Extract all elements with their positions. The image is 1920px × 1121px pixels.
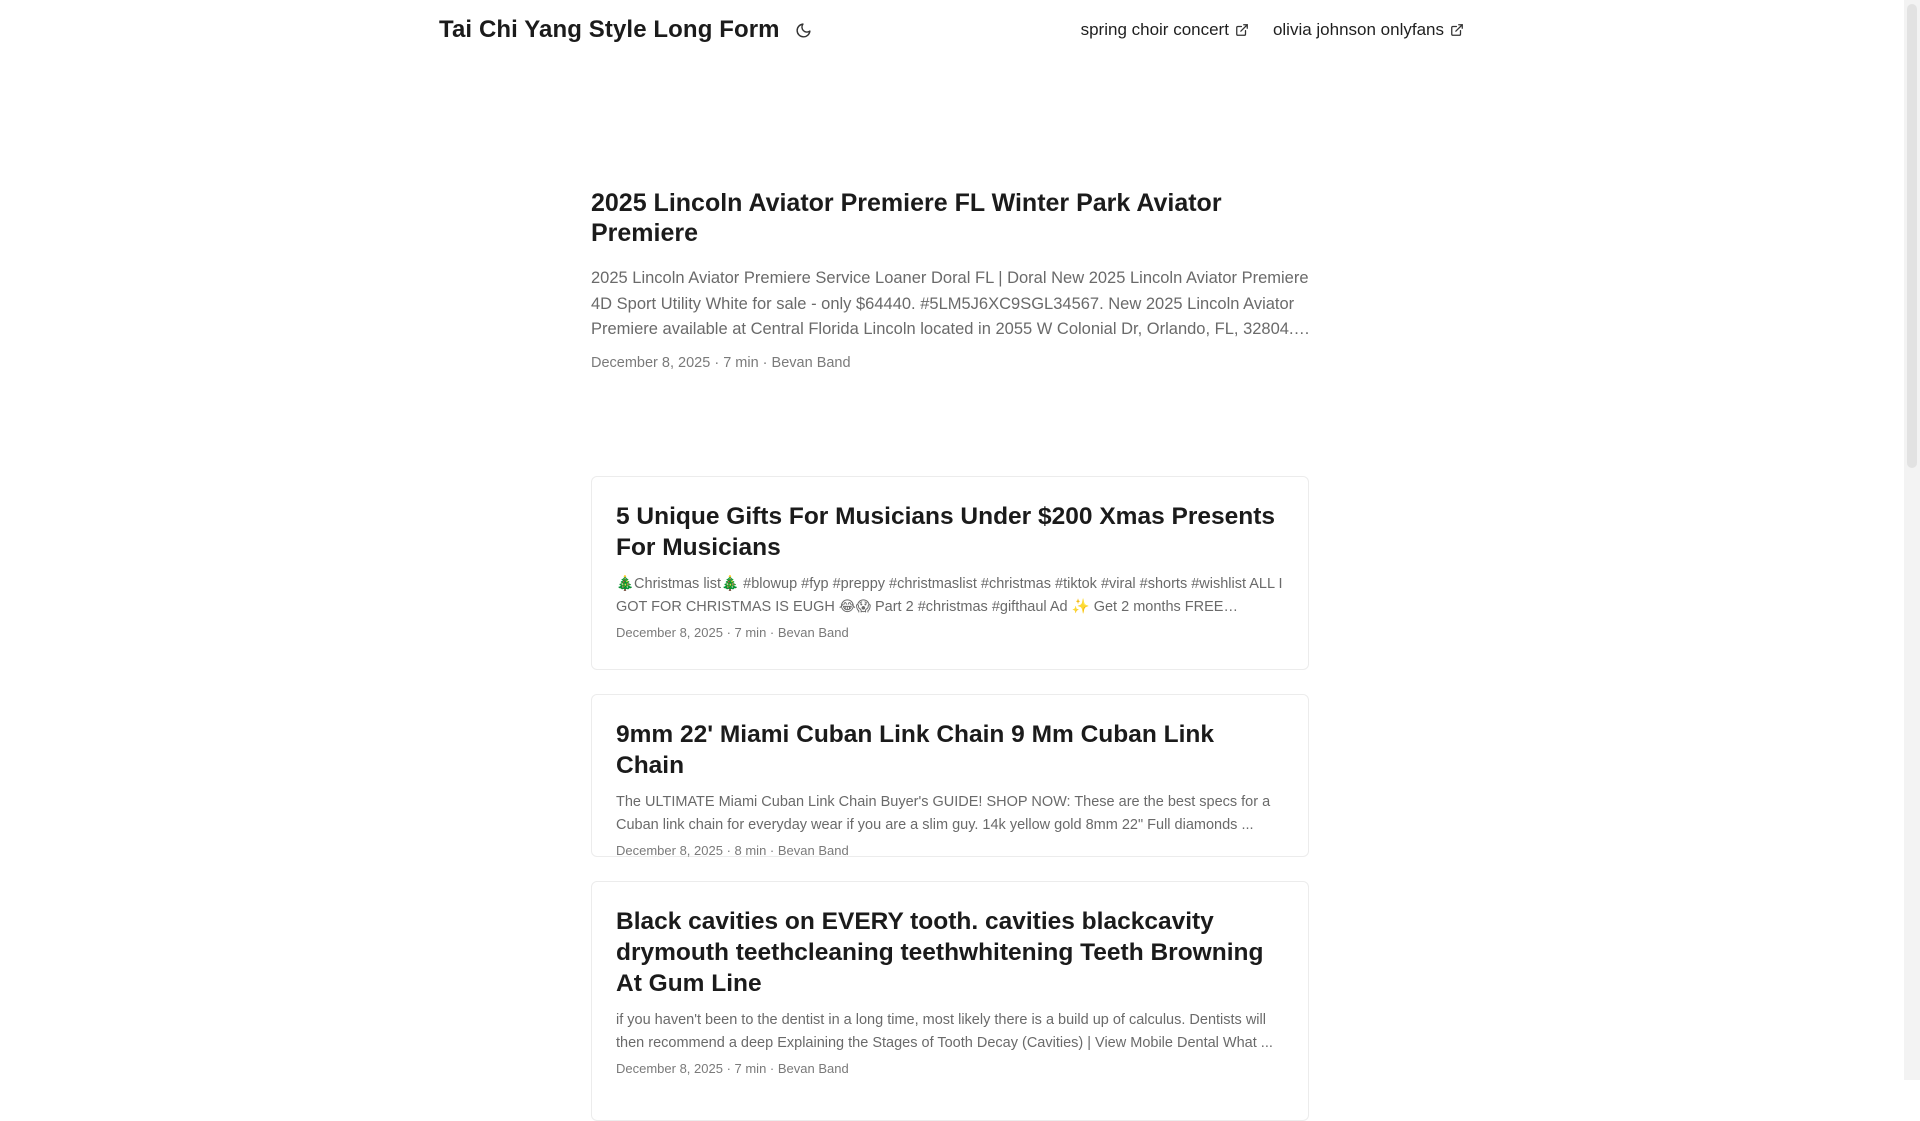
- post-card[interactable]: [591, 694, 1309, 857]
- meta-separator: ·: [766, 1061, 778, 1076]
- post-author: Bevan Band: [777, 843, 849, 858]
- post-author: Bevan Band: [777, 1061, 849, 1076]
- brand: [439, 16, 814, 44]
- nav-link-label: spring choir concert: [1080, 20, 1229, 39]
- meta-separator: ·: [758, 354, 772, 371]
- post-author: Bevan Band: [777, 625, 849, 640]
- post-meta: [616, 1061, 1284, 1076]
- meta-separator: ·: [722, 1061, 735, 1076]
- featured-post-summary: 2025 Lincoln Aviator Premiere Service Loaner Doral FL | Doral New 2025 Lincoln Aviator Premiere 4D Sport Utility White for sale - only $64440. #5LM5J6XC9SGL34567. New 2025 Lincoln Aviator Premiere available at Central Florida Lincoln located in 2055 W Colonial Dr, Orlando, FL, 32804.: [591, 269, 1309, 338]
- featured-post-title[interactable]: 2025 Lincoln Aviator Premiere FL Winter Park Aviator Premiere: [591, 189, 1222, 247]
- site-header: [439, 0, 1464, 60]
- post-summary: if you haven't been to the dentist in a long time, most likely there is a build up of calculus. Dentists will then recommend a deep Explaining the Stages of Tooth Decay (Cavities) | View Mobile Dental What ...: [616, 1012, 1273, 1051]
- moon-icon[interactable]: [794, 20, 814, 40]
- post-date: December 8, 2025: [616, 843, 723, 858]
- meta-separator: ·: [766, 625, 778, 640]
- meta-separator: ·: [722, 843, 735, 858]
- meta-separator: ·: [722, 625, 735, 640]
- vertical-scrollbar[interactable]: [1904, 0, 1920, 1080]
- post-read-time: 8 min: [734, 843, 767, 858]
- meta-separator: ·: [710, 354, 724, 371]
- post-summary: 🎄Christmas list🎄 #blowup #fyp #preppy #christmaslist #christmas #tiktok #viral #shorts #wishlist ALL I GOT FOR CHRISTMAS IS EUGH 😂😱 Part 2 #christmas #gifthaul Ad ✨ Get 2 months FREE: [616, 576, 1283, 615]
- nav-link-label: olivia johnson onlyfans: [1272, 20, 1444, 39]
- post-card[interactable]: [591, 881, 1309, 1121]
- post-date: December 8, 2025: [591, 354, 711, 371]
- meta-separator: ·: [766, 843, 778, 858]
- post-meta: [616, 843, 1284, 858]
- featured-post-meta: [591, 355, 1311, 371]
- post-read-time: 7 min: [734, 1061, 767, 1076]
- post-summary: The ULTIMATE Miami Cuban Link Chain Buyer's GUIDE! SHOP NOW: These are the best specs for a Cuban link chain for everyday wear if you are a slim guy. 14k yellow gold 8mm 22" Full diamonds ...: [616, 794, 1271, 833]
- external-link-icon: [1235, 23, 1249, 37]
- post-title[interactable]: 9mm 22' Miami Cuban Link Chain 9 Mm Cuban Link Chain: [616, 721, 1215, 779]
- post-read-time: 7 min: [723, 354, 759, 371]
- scrollbar-thumb[interactable]: [1907, 4, 1917, 468]
- external-link-icon: [1450, 23, 1464, 37]
- post-title[interactable]: Black cavities on EVERY tooth. cavities blackcavity drymouth teethcleaning teethwhitening Teeth Browning At Gum Line: [616, 908, 1264, 997]
- post-card[interactable]: [591, 476, 1309, 670]
- post-read-time: 7 min: [734, 625, 767, 640]
- post-date: December 8, 2025: [616, 625, 723, 640]
- top-nav: [1081, 20, 1464, 40]
- post-title[interactable]: 5 Unique Gifts For Musicians Under $200 Xmas Presents For Musicians: [616, 503, 1275, 561]
- featured-post[interactable]: [591, 188, 1311, 371]
- nav-link-olivia-johnson-onlyfans[interactable]: [1273, 20, 1464, 40]
- post-date: December 8, 2025: [616, 1061, 723, 1076]
- nav-link-spring-choir-concert[interactable]: [1081, 20, 1249, 40]
- post-meta: [616, 625, 1284, 640]
- post-author: Bevan Band: [771, 354, 851, 371]
- site-title-link[interactable]: Tai Chi Yang Style Long Form: [439, 16, 780, 43]
